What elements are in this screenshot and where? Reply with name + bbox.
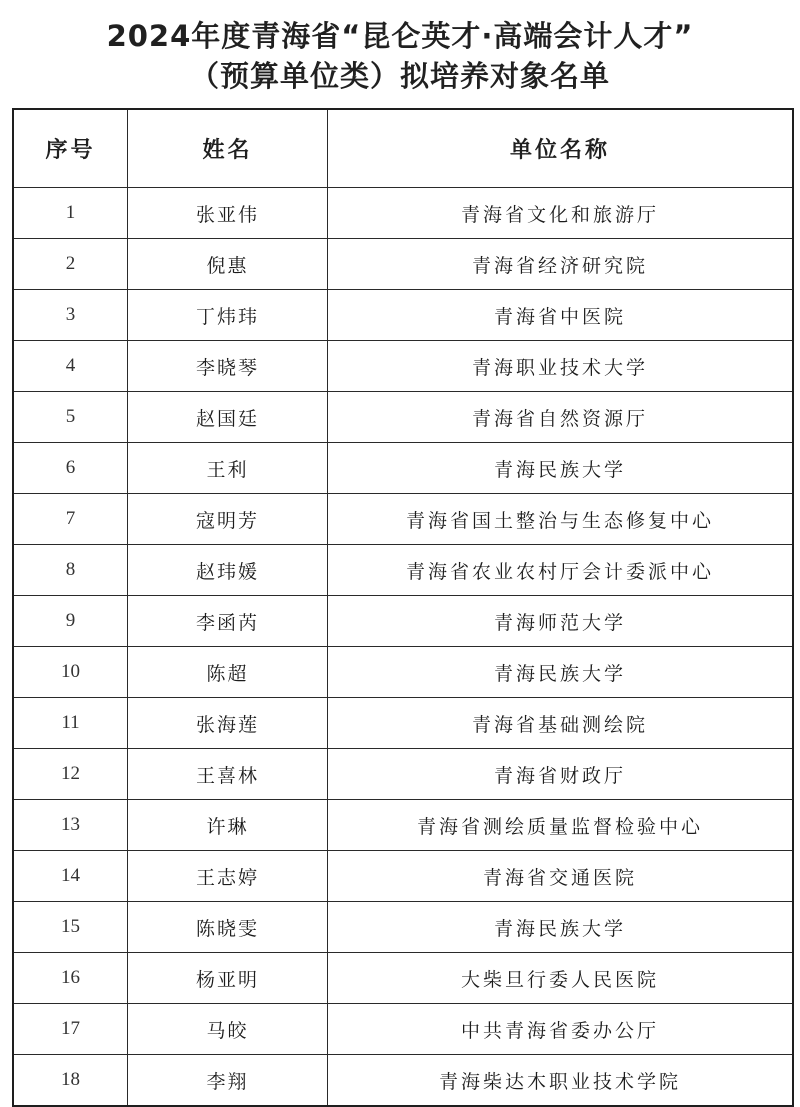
roster-table — [12, 108, 794, 1107]
table-header-row — [14, 110, 792, 187]
row-index-cell: 9 — [14, 596, 128, 646]
row-name-cell: 许琳 — [128, 800, 328, 850]
row-index-cell: 7 — [14, 494, 128, 544]
row-name-cell: 王志婷 — [128, 851, 328, 901]
row-unit-cell: 青海民族大学 — [493, 917, 626, 940]
row-name-cell: 赵玮媛 — [128, 545, 328, 595]
row-name-cell: 李晓琴 — [128, 341, 328, 391]
document-title: 2024年度青海省“昆仑英才·高端会计人才” — [106, 19, 694, 53]
table-row — [14, 748, 792, 799]
row-index-cell: 2 — [14, 239, 128, 289]
row-unit-cell: 青海省文化和旅游厅 — [460, 203, 659, 226]
row-unit-cell: 青海省测绘质量监督检验中心 — [416, 815, 703, 838]
row-name-cell: 张海莲 — [128, 698, 328, 748]
row-unit-cell: 青海职业技术大学 — [471, 356, 648, 379]
table-row — [14, 646, 792, 697]
table-row — [14, 901, 792, 952]
table-row — [14, 1003, 792, 1054]
table-body — [14, 187, 792, 1105]
table-row — [14, 391, 792, 442]
table-row — [14, 595, 792, 646]
table-row — [14, 289, 792, 340]
header-unit: 单位名称 — [509, 138, 610, 163]
row-unit-cell: 青海柴达木职业技术学院 — [438, 1070, 681, 1093]
row-unit-cell: 青海省国土整治与生态修复中心 — [405, 509, 714, 532]
row-index-cell: 3 — [14, 290, 128, 340]
row-index-cell: 1 — [14, 188, 128, 238]
row-name-cell: 张亚伟 — [128, 188, 328, 238]
row-unit-cell: 青海省经济研究院 — [471, 254, 648, 277]
table-row — [14, 697, 792, 748]
row-index-cell: 12 — [14, 749, 128, 799]
table-row — [14, 799, 792, 850]
row-name-cell: 丁炜玮 — [128, 290, 328, 340]
row-unit-cell: 青海省中医院 — [493, 305, 626, 328]
table-row — [14, 952, 792, 1003]
row-index-cell: 16 — [14, 953, 128, 1003]
row-unit-cell: 青海省农业农村厅会计委派中心 — [405, 560, 714, 583]
row-name-cell: 赵国廷 — [128, 392, 328, 442]
header-index: 序号 — [14, 110, 128, 187]
table-row — [14, 544, 792, 595]
row-name-cell: 王喜林 — [128, 749, 328, 799]
table-row — [14, 850, 792, 901]
row-name-cell: 杨亚明 — [128, 953, 328, 1003]
table-row — [14, 340, 792, 391]
row-index-cell: 11 — [14, 698, 128, 748]
row-index-cell: 5 — [14, 392, 128, 442]
row-unit-cell: 中共青海省委办公厅 — [460, 1019, 659, 1042]
row-unit-cell: 青海民族大学 — [493, 662, 626, 685]
row-index-cell: 6 — [14, 443, 128, 493]
row-unit-cell: 青海省交通医院 — [482, 866, 637, 889]
row-unit-cell: 青海省自然资源厅 — [471, 407, 648, 430]
row-index-cell: 14 — [14, 851, 128, 901]
row-name-cell: 陈晓雯 — [128, 902, 328, 952]
row-index-cell: 17 — [14, 1004, 128, 1054]
row-index-cell: 18 — [14, 1055, 128, 1105]
row-name-cell: 王利 — [128, 443, 328, 493]
row-name-cell: 陈超 — [128, 647, 328, 697]
row-unit-cell: 大柴旦行委人民医院 — [460, 968, 659, 991]
table-row — [14, 238, 792, 289]
row-name-cell: 李翔 — [128, 1055, 328, 1105]
row-index-cell: 13 — [14, 800, 128, 850]
row-index-cell: 4 — [14, 341, 128, 391]
row-name-cell: 寇明芳 — [128, 494, 328, 544]
row-name-cell: 马皎 — [128, 1004, 328, 1054]
table-row — [14, 493, 792, 544]
table-row — [14, 1054, 792, 1105]
row-unit-cell: 青海省基础测绘院 — [471, 713, 648, 736]
row-name-cell: 倪惠 — [128, 239, 328, 289]
row-unit-cell: 青海民族大学 — [493, 458, 626, 481]
row-name-cell: 李函芮 — [128, 596, 328, 646]
row-index-cell: 15 — [14, 902, 128, 952]
table-row — [14, 187, 792, 238]
row-unit-cell: 青海省财政厅 — [493, 764, 626, 787]
row-unit-cell: 青海师范大学 — [493, 611, 626, 634]
header-name: 姓名 — [128, 110, 328, 187]
row-index-cell: 8 — [14, 545, 128, 595]
row-index-cell: 10 — [14, 647, 128, 697]
table-row — [14, 442, 792, 493]
document-subtitle: （预算单位类）拟培养对象名单 — [189, 59, 610, 93]
